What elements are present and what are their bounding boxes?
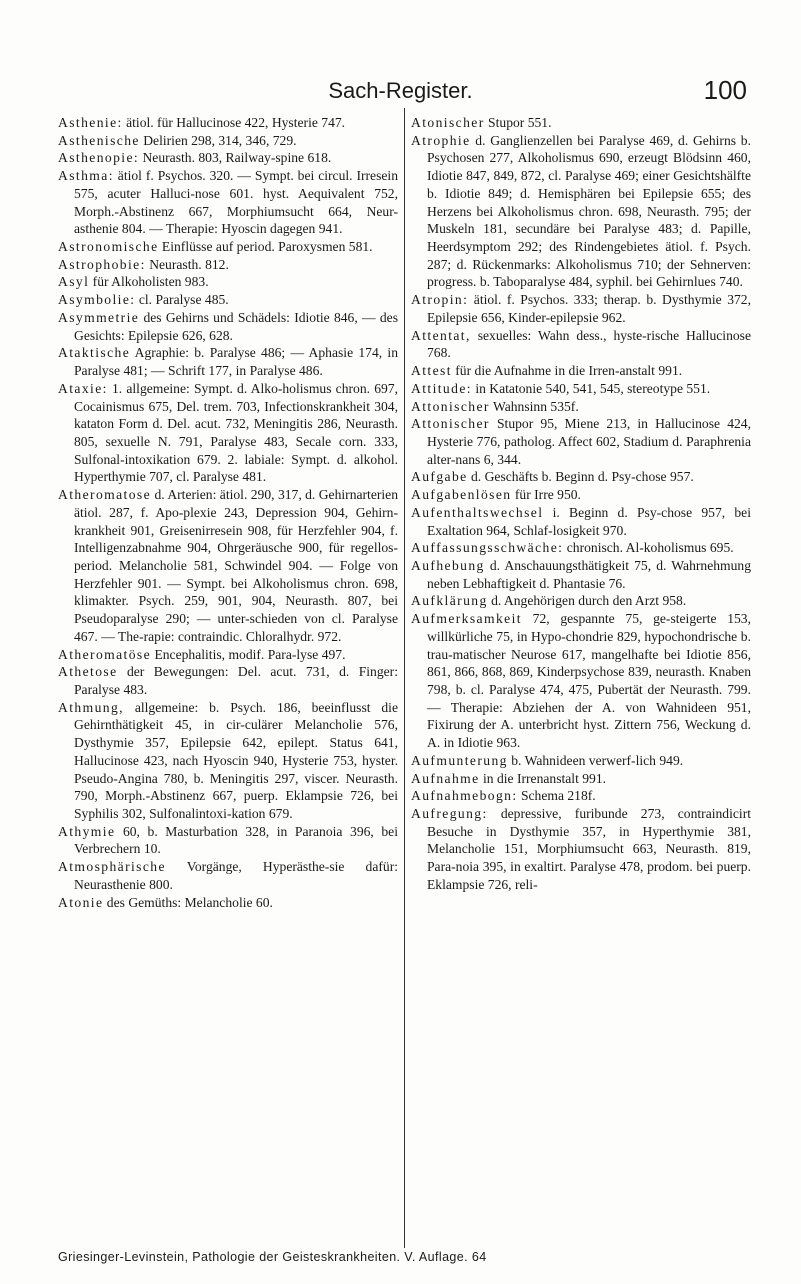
index-entry (411, 398, 751, 416)
entry-keyword: Atheromatöse (58, 646, 152, 662)
index-entry (58, 699, 398, 823)
index-entry (58, 114, 398, 132)
index-entry (58, 858, 398, 893)
index-entry (411, 415, 751, 468)
entry-keyword: Astrophobie: (58, 256, 146, 272)
index-entry (411, 504, 751, 539)
entry-keyword: Athymie (58, 823, 116, 839)
index-entry (58, 646, 398, 664)
index-entry (58, 823, 398, 858)
index-entry (411, 468, 751, 486)
index-entry (58, 309, 398, 344)
entry-text: für Alkoholisten 983. (89, 274, 209, 290)
entry-text: sexuelles: Wahn dess., hyste-rische Hallucinose 768. (427, 327, 751, 361)
entry-text: depressive, furibunde 273, contraindicirt Besuche in Dysthymie 357, in Hyperthymie 381, Melancholie 151, Morphiumsucht 663, Neurasth. 819, Para-noia 395, in exaltirt. Paralyse 478, prodom. bei puerp. Eklampsie 726, reli- (427, 806, 751, 892)
entry-keyword: Aufenthaltswechsel (411, 504, 544, 520)
index-entry (58, 149, 398, 167)
entry-keyword: Asthenopie: (58, 150, 140, 166)
right-column (411, 114, 751, 894)
entry-keyword: Aufgabenlösen (411, 487, 512, 503)
index-entry (58, 256, 398, 274)
entry-keyword: Asthma: (58, 168, 114, 184)
entry-text: Stupor 95, Miene 213, in Hallucinose 424, Hysterie 776, patholog. Affect 602, Stadium d. Paraphrenia alter-nans 6, 344. (427, 416, 751, 467)
index-entry (411, 752, 751, 770)
index-entry (411, 486, 751, 504)
entry-text: Wahnsinn 535f. (489, 398, 579, 414)
entry-keyword: Atonie (58, 894, 104, 910)
entry-keyword: Attonischer (411, 416, 490, 432)
entry-text: ätiol f. Psychos. 320. — Sympt. bei circul. Irresein 575, acuter Halluci-nose 601. hyst. Aequivalent 752, Morph.-Abstinenz 667, Morphiumsucht 664, Neur-asthenie 804. — Therapie: Hyoscin dagegen 941. (74, 168, 398, 237)
entry-text: chronisch. Al-koholismus 695. (563, 540, 734, 556)
entry-keyword: Attentat, (411, 327, 471, 343)
entry-text: d. Angehörigen durch den Arzt 958. (487, 593, 687, 609)
entry-text: für Irre 950. (511, 487, 581, 503)
page-number: 100 (703, 75, 747, 105)
entry-keyword: Atrophie (411, 132, 471, 148)
entry-text: Vorgänge, Hyperästhe-sie dafür: Neurasthenie 800. (74, 859, 398, 892)
entry-text: ätiol. f. Psychos. 333; therap. b. Dysthymie 372, Epilepsie 656, Kinder-epilepsie 962. (427, 292, 751, 325)
entry-keyword: Aufregung: (411, 806, 488, 822)
entry-text: cl. Paralyse 485. (135, 292, 229, 308)
index-entry (411, 114, 751, 132)
entry-text: 1. allgemeine: Sympt. d. Alko-holismus chron. 697, Cocainismus 675, Del. trem. 703, Infectionskrankheit 304, kataton Form d. Del. acut. 732, Meningitis 286, Neurasth. 805, sexuelle N. 791, Paralyse 483, Secale corn. 333, Sulfonal-intoxikation 679. 2. labiale: Sympt. d. alkohol. Hyperthymie 707, cl. Paralyse 481. (74, 380, 398, 485)
entry-text: d. Arterien: ätiol. 290, 317, d. Gehirnarterien ätiol. 287, f. Apo-plexie 243, Depression 904, Gehirn-krankheit 901, Greisenirresein 908, für Herzfehler 904, f. Intelligenzabnahme 904, Ohrgeräusche 900, für regellos-period. Melancholie 581, Schwindel 904. — Folge von Herzfehler 901. — Sympt. bei Alkoholismus chron. 698, klimakter. Psych. 259, 901, 904, Neurasth. 807, bei Pseudoparalyse 290; — unter-schieden von cl. Paralyse 467. — The-rapie: contraindic. Chloralhydr. 972. (74, 487, 398, 644)
entry-keyword: Atropin: (411, 292, 469, 308)
index-entry (411, 592, 751, 610)
index-entry (411, 557, 751, 592)
index-entry (58, 167, 398, 238)
entry-keyword: Aufgabe (411, 469, 468, 485)
entry-keyword: Aufklärung (411, 593, 488, 609)
entry-text: Einflüsse auf period. Paroxysmen 581. (158, 239, 373, 255)
entry-keyword: Asymmetrie (58, 309, 140, 325)
entry-keyword: Atheromatose (58, 487, 152, 503)
entry-keyword: Asymbolie: (58, 292, 136, 308)
entry-text: Encephalitis, modif. Para-lyse 497. (151, 646, 346, 662)
entry-keyword: Attest (411, 363, 452, 379)
index-entry (58, 663, 398, 698)
index-entry (411, 380, 751, 398)
entry-keyword: Atonischer (411, 115, 485, 130)
entry-keyword: Aufhebung (411, 557, 485, 573)
entry-text: Agraphie: b. Paralyse 486; — Aphasie 174, in Paralyse 481; — Schrift 177, in Paralyse 486. (74, 345, 398, 379)
index-entry (411, 805, 751, 894)
index-entry (411, 610, 751, 752)
entry-keyword: Aufnahme (411, 770, 480, 786)
entry-keyword: Astronomische (58, 239, 159, 255)
entry-text: ätiol. für Hallucinose 422, Hysterie 747. (122, 115, 346, 130)
left-column (58, 114, 398, 911)
page-title: Sach-Register. (328, 78, 473, 103)
entry-keyword: Asthenische (58, 132, 140, 148)
entry-keyword: Attitude: (411, 380, 472, 396)
entry-text: Neurasth. 812. (145, 256, 229, 272)
entry-text: Stupor 551. (484, 115, 552, 130)
entry-text: i. Beginn d. Psy-chose 957, bei Exaltation 964, Schlaf-losigkeit 970. (427, 504, 751, 538)
entry-text: 60, b. Masturbation 328, in Paranoia 396, bei Verbrechern 10. (74, 823, 398, 857)
entry-text: d. Anschauungsthätigkeit 75, d. Wahrnehmung neben Lebhaftigkeit d. Phantasie 76. (427, 557, 751, 591)
index-entry (411, 327, 751, 362)
entry-text: der Bewegungen: Del. acut. 731, d. Finger: Paralyse 483. (74, 664, 398, 697)
entry-keyword: Attonischer (411, 398, 490, 414)
index-entry (411, 362, 751, 380)
entry-keyword: Athmung, (58, 699, 124, 715)
entry-text: des Gemüths: Melancholie 60. (103, 894, 273, 910)
entry-text: Neurasth. 803, Railway-spine 618. (139, 150, 332, 166)
index-entry (58, 238, 398, 256)
entry-keyword: Asthenie: (58, 115, 123, 130)
entry-keyword: Auffassungsschwäche: (411, 540, 564, 556)
index-entry (411, 291, 751, 326)
page-footer: Griesinger-Levinstein, Pathologie der Geisteskrankheiten. V. Auflage. 64 (58, 1250, 487, 1264)
index-entry (411, 787, 751, 805)
entry-keyword: Asyl (58, 274, 90, 290)
index-entry (58, 344, 398, 379)
entry-text: d. Geschäfts b. Beginn d. Psy-chose 957. (467, 469, 694, 485)
index-entry (58, 380, 398, 486)
entry-text: Schema 218f. (517, 788, 596, 804)
entry-text: in die Irrenanstalt 991. (479, 770, 607, 786)
entry-text: für die Aufnahme in die Irren-anstalt 991. (451, 363, 683, 379)
index-entry (58, 894, 398, 912)
index-entry (411, 539, 751, 557)
entry-keyword: Aufmerksamkeit (411, 611, 522, 627)
entry-text: d. Ganglienzellen bei Paralyse 469, d. Gehirns b. Psychosen 277, Alkoholismus 690, erzeugt Blödsinn 460, Idiotie 847, 849, 872, cl. Paralyse 469; einer Gesichtshälfte b. Idiotie 849; d. Hemisphären bei Epilepsie 655; des Herzens bei Alkoholismus chron. 698, Neurasth. 795; der Muskeln 181, secundäre bei Paralyse 483; d. Papille, Heerdsymptom 292; des Rindengebietes ätiol. f. Psych. 287; d. Rückenmarks: Alkoholismus 710; der Sehnerven: progress. b. Taboparalyse 484, syphil. bei Gehirnlues 740. (427, 132, 751, 290)
index-entry (58, 132, 398, 150)
entry-text: in Katatonie 540, 541, 545, stereotype 551. (471, 380, 711, 396)
entry-text: b. Wahnideen verwerf-lich 949. (507, 752, 684, 768)
entry-keyword: Ataxie: (58, 380, 108, 396)
page-header (0, 75, 801, 108)
entry-text: Delirien 298, 314, 346, 729. (139, 132, 297, 148)
entry-keyword: Ataktische (58, 345, 131, 361)
index-entry (58, 273, 398, 291)
column-divider (404, 108, 405, 1248)
entry-keyword: Athetose (58, 664, 118, 680)
entry-text: des Gehirns und Schädels: Idiotie 846, — des Gesichts: Epilepsie 626, 628. (74, 309, 398, 343)
entry-keyword: Aufmunterung (411, 752, 508, 768)
entry-keyword: Atmosphärische (58, 859, 166, 875)
entry-text: 72, gespannte 75, ge-steigerte 153, willkürliche 75, in Hypo-chondrie 829, hypochondrische b. trau-matischer Neurose 617, mangelhafte bei Idiotie 856, 861, 866, 868, 869, Kinderpsychose 839, neurasth. Knaben 798, b. cl. Paralyse 474, 475, Pubertät der Neurasth. 799. — Therapie: Abziehen der A. von Wahnideen 951, Fixirung der A. unterbricht hyst. Zittern 756, Weckung d. A. in Idiotie 963. (427, 611, 751, 751)
index-entry (411, 132, 751, 291)
entry-text: allgemeine: b. Psych. 186, beeinflusst die Gehirnthätigkeit 45, in cir-culärer Melancholie 576, Dysthymie 357, Epilepsie 642, epilept. Status 641, Hallucinose 423, nach Hyoscin 940, Hysterie 753, hyster. Pseudo-Angina 780, b. Meningitis 297, viscer. Neurasth. 790, Morph.-Abstinenz 667, puerp. Eklampsie 726, bei Syphilis 302, Sulfonalintoxi-kation 679. (74, 699, 398, 822)
index-entry (58, 486, 398, 645)
entry-keyword: Aufnahmebogn: (411, 788, 518, 804)
index-entry (411, 770, 751, 788)
index-entry (58, 291, 398, 309)
